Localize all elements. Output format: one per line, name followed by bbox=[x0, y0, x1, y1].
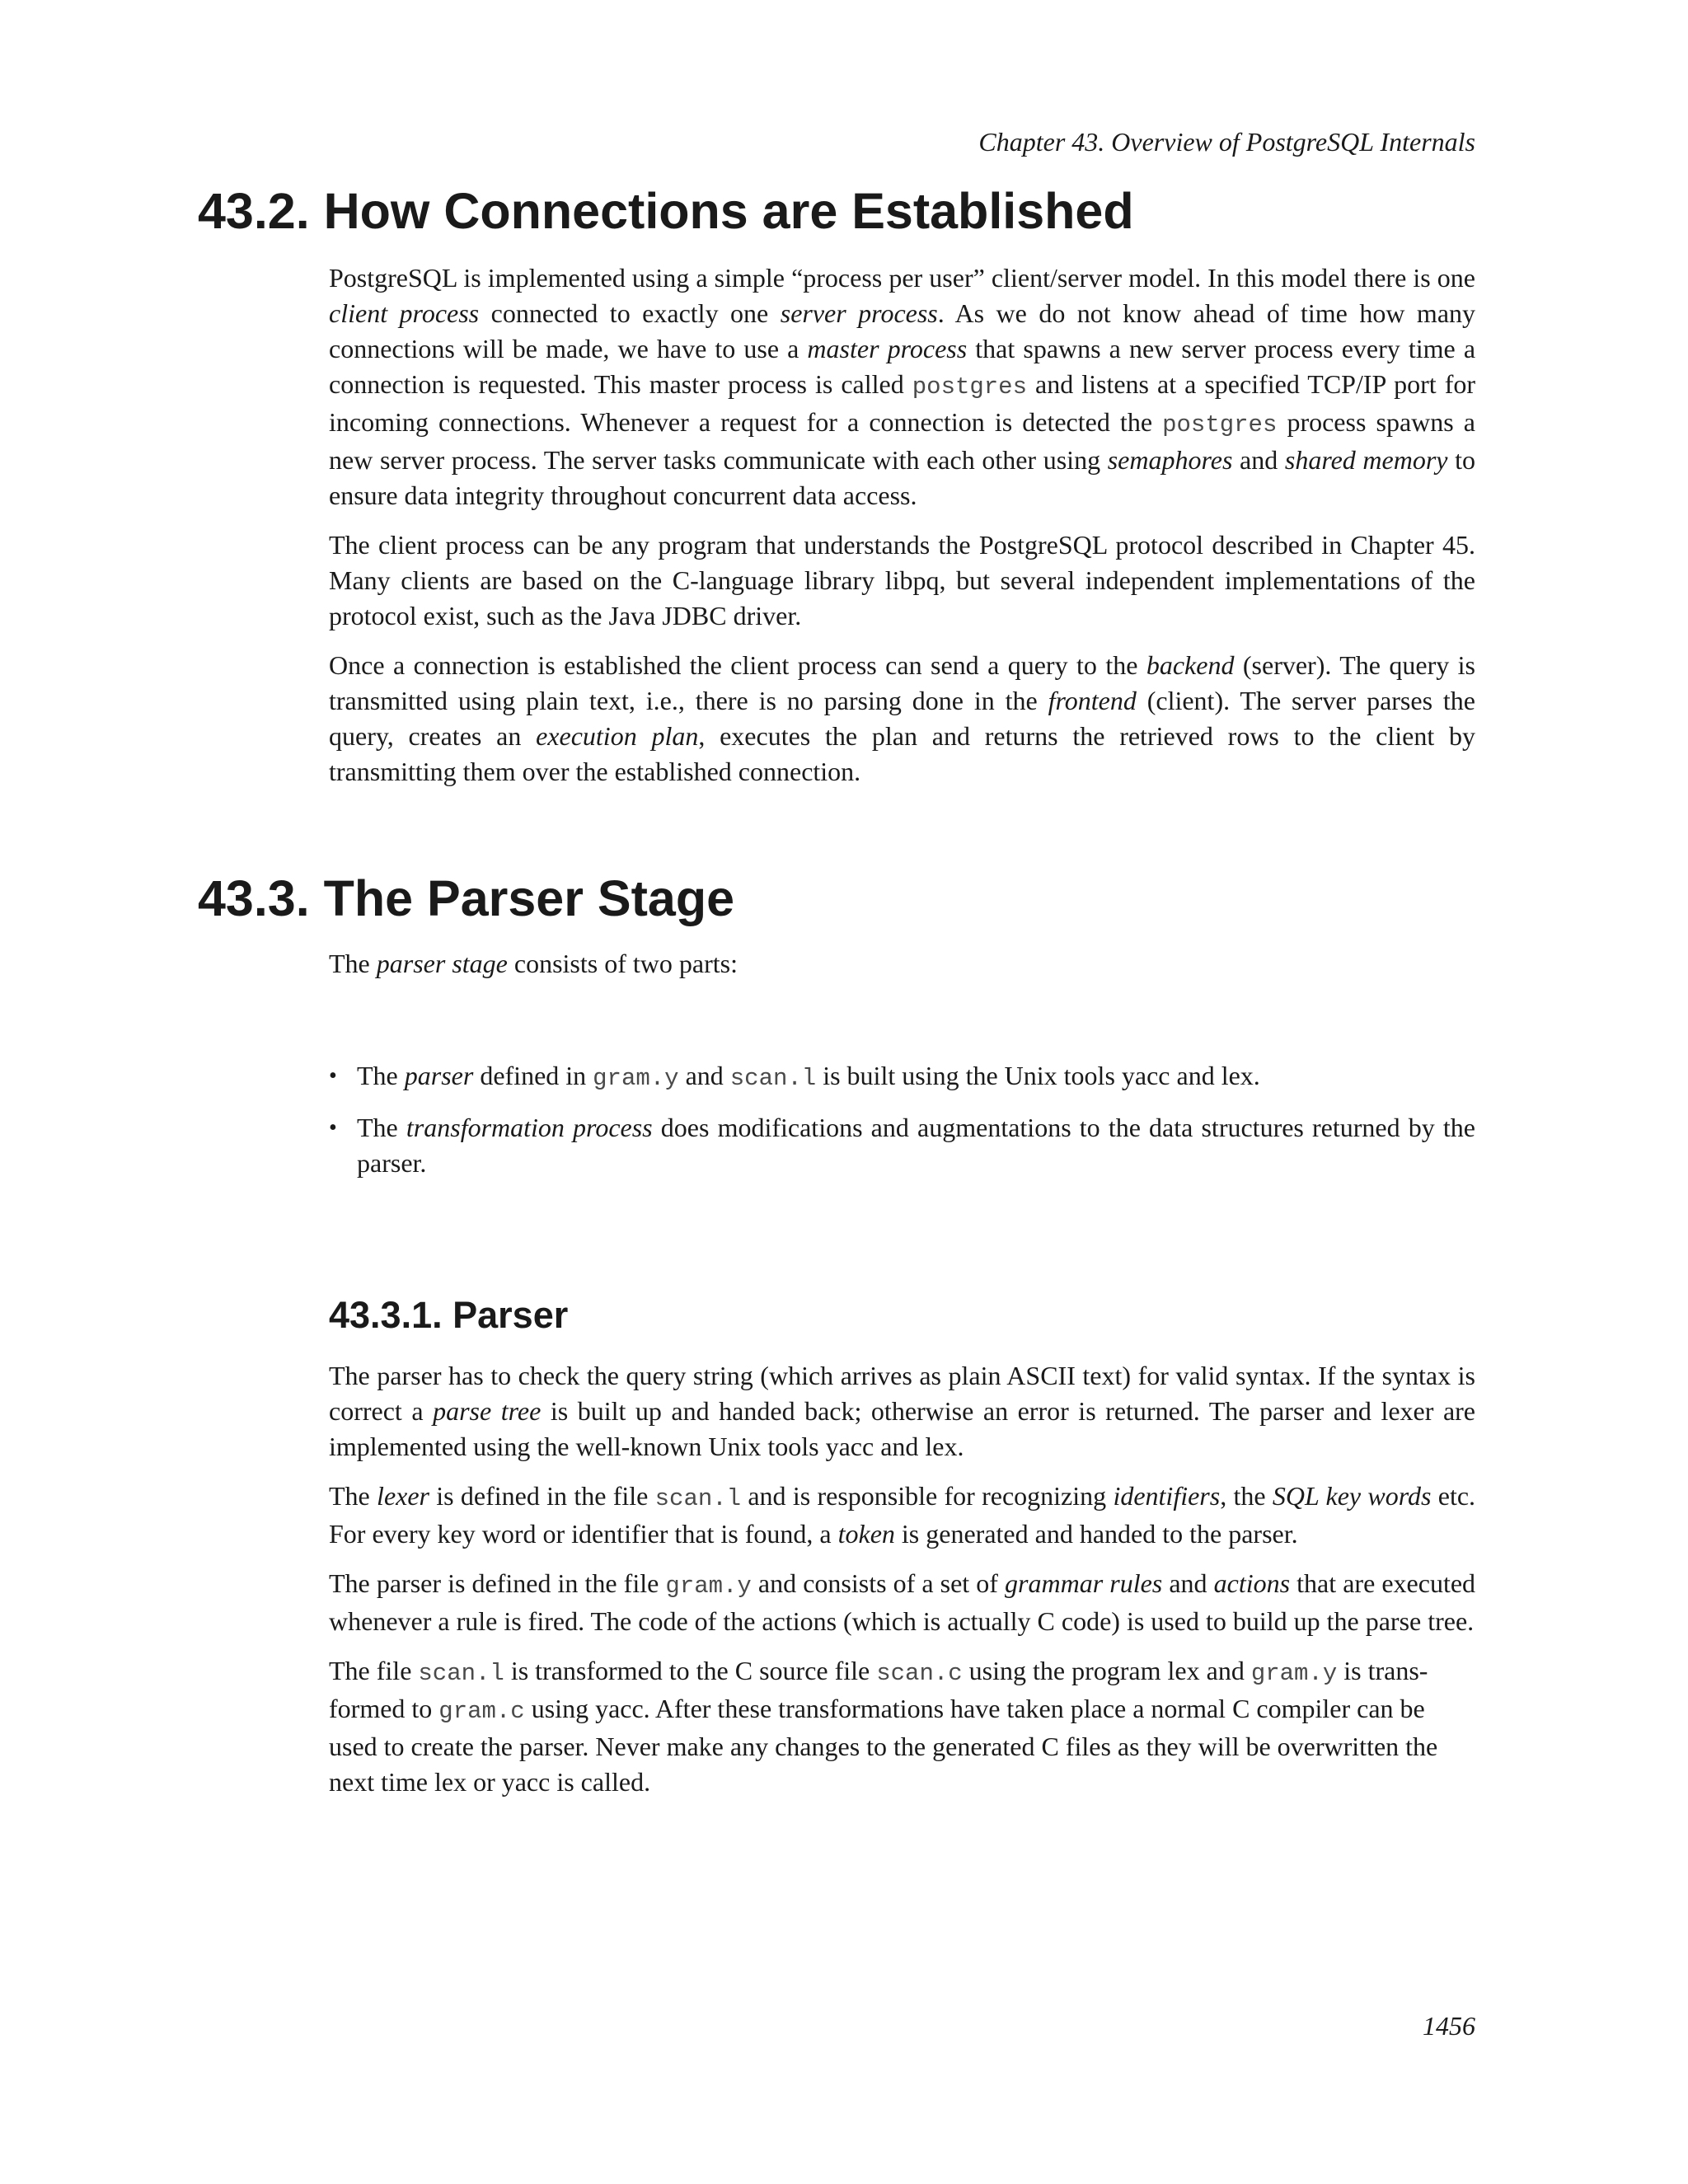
emphasis: execution plan bbox=[536, 721, 699, 751]
emphasis: identifiers bbox=[1113, 1481, 1221, 1511]
text: and bbox=[678, 1061, 730, 1090]
section-body-connections bbox=[329, 260, 1475, 804]
bullet-icon: • bbox=[329, 1063, 337, 1089]
list-item bbox=[329, 1110, 1475, 1181]
emphasis: frontend bbox=[1048, 686, 1137, 715]
text: is transformed to the C source file bbox=[504, 1656, 877, 1685]
section-heading-parser-stage: 43.3. The Parser Stage bbox=[198, 870, 735, 926]
text: is trans- formed to bbox=[329, 1656, 1428, 1723]
text: The file bbox=[329, 1656, 419, 1685]
paragraph-syntax-check bbox=[329, 1358, 1475, 1465]
parser-stage-list bbox=[329, 1058, 1475, 1195]
text: does modifications and augmentations to the data structures returned by the parser. bbox=[357, 1113, 1476, 1178]
text: connected to exactly one bbox=[479, 298, 781, 328]
emphasis: server process bbox=[780, 298, 938, 328]
text: defined in bbox=[473, 1061, 593, 1090]
text: is generated and handed to the parser. bbox=[894, 1519, 1298, 1549]
text: Once a connection is established the client process can send a query to the bbox=[329, 650, 1146, 680]
paragraph-parser-stage-intro bbox=[329, 946, 1475, 982]
emphasis: master process bbox=[807, 334, 968, 363]
code-literal: scan.l bbox=[729, 1065, 817, 1092]
text: The client process can be any program that understands the PostgreSQL protocol described in Chapter 45. Many clients are based on the C-language library libpq, but several independent implementations of the protocol exist, such as the Java JDBC driver. bbox=[329, 530, 1475, 630]
section-intro-parser-stage bbox=[329, 946, 1475, 996]
page-number: 1456 bbox=[1423, 2011, 1475, 2041]
emphasis: lexer bbox=[377, 1481, 429, 1511]
emphasis: semaphores bbox=[1107, 445, 1233, 475]
text: (client). The server parses the query, creates an bbox=[329, 686, 1476, 751]
text: . As we do not know ahead of time how many connections will be made, we have to use a bbox=[329, 298, 1476, 363]
paragraph-process-model bbox=[329, 260, 1475, 513]
text: and listens at a specified TCP/IP port for incoming connections. Whenever a request for a connection is detected the bbox=[329, 369, 1476, 437]
emphasis: actions bbox=[1213, 1568, 1291, 1598]
emphasis: parser stage bbox=[376, 949, 508, 978]
text: and bbox=[1162, 1568, 1214, 1598]
emphasis: parse tree bbox=[433, 1396, 542, 1426]
emphasis: SQL key words bbox=[1272, 1481, 1432, 1511]
running-header: Chapter 43. Overview of PostgreSQL Internals bbox=[978, 127, 1475, 157]
text: The bbox=[357, 1113, 406, 1142]
text: , executes the plan and returns the retrieved rows to the client by transmitting them over the established connection. bbox=[329, 721, 1476, 786]
text: that are executed whenever a rule is fired. The code of the actions (which is actually C code) is used to build up the parse tree. bbox=[329, 1568, 1476, 1636]
text: that spawns a new server process every time a connection is requested. This master process is called bbox=[329, 334, 1476, 399]
code-literal: scan.c bbox=[876, 1660, 963, 1687]
text: The bbox=[357, 1061, 405, 1090]
text: , the bbox=[1220, 1481, 1273, 1511]
code-literal: postgres bbox=[912, 373, 1027, 401]
emphasis: transformation process bbox=[406, 1113, 653, 1142]
text: PostgreSQL is implemented using a simple “process per user” client/server model. In this model there is one bbox=[329, 263, 1475, 293]
subsection-heading-parser: 43.3.1. Parser bbox=[329, 1294, 569, 1336]
emphasis: token bbox=[837, 1519, 895, 1549]
paragraph-query-flow bbox=[329, 648, 1475, 790]
list-item bbox=[329, 1058, 1475, 1096]
text: consists of two parts: bbox=[507, 949, 738, 978]
paragraph-grammar bbox=[329, 1566, 1475, 1639]
text: using the program lex and bbox=[962, 1656, 1251, 1685]
text: is built up and handed back; otherwise an error is returned. The parser and lexer are implemented using the well-known Unix tools yacc and lex. bbox=[329, 1396, 1475, 1461]
emphasis: shared memory bbox=[1284, 445, 1448, 475]
emphasis: parser bbox=[404, 1061, 474, 1090]
emphasis: backend bbox=[1146, 650, 1235, 680]
text: The parser has to check the query string (which arrives as plain ASCII text) for valid syntax. If the syntax is correct a bbox=[329, 1361, 1475, 1426]
code-literal: gram.y bbox=[1250, 1660, 1338, 1687]
text: is defined in the file bbox=[429, 1481, 655, 1511]
text: and is responsible for recognizing bbox=[741, 1481, 1114, 1511]
paragraph-client-process bbox=[329, 527, 1475, 634]
bullet-list bbox=[329, 1058, 1475, 1181]
paragraph-lexer bbox=[329, 1479, 1475, 1552]
code-literal: scan.l bbox=[418, 1660, 504, 1687]
text: The parser is defined in the file bbox=[329, 1568, 666, 1598]
text: The bbox=[329, 1481, 377, 1511]
text: The bbox=[329, 949, 377, 978]
bullet-icon: • bbox=[329, 1115, 337, 1141]
text: (server). The query is transmitted using plain text, i.e., there is no parsing done in the bbox=[329, 650, 1476, 715]
text: and consists of a set of bbox=[751, 1568, 1006, 1598]
text: etc. For every key word or identifier that is found, a bbox=[329, 1481, 1476, 1549]
paragraph-transformation bbox=[329, 1653, 1475, 1800]
subsection-body-parser bbox=[329, 1358, 1475, 1814]
emphasis: grammar rules bbox=[1005, 1568, 1163, 1598]
text: process spawns a new server process. The server tasks communicate with each other using bbox=[329, 407, 1476, 475]
code-literal: gram.y bbox=[665, 1572, 752, 1600]
text: to ensure data integrity throughout concurrent data access. bbox=[329, 445, 1476, 510]
text: is built using the Unix tools yacc and lex. bbox=[816, 1061, 1260, 1090]
text: and bbox=[1232, 445, 1285, 475]
section-heading-connections: 43.2. How Connections are Established bbox=[198, 183, 1134, 239]
code-literal: postgres bbox=[1162, 411, 1278, 438]
emphasis: client process bbox=[329, 298, 480, 328]
code-literal: gram.y bbox=[593, 1065, 679, 1092]
text: using yacc. After these transformations have taken place a normal C compiler can be used to create the parser. Never make any changes to the generated C files as they will be overwritten the next time lex or yacc is called. bbox=[329, 1694, 1438, 1797]
code-literal: gram.c bbox=[438, 1698, 525, 1725]
code-literal: scan.l bbox=[654, 1485, 742, 1512]
